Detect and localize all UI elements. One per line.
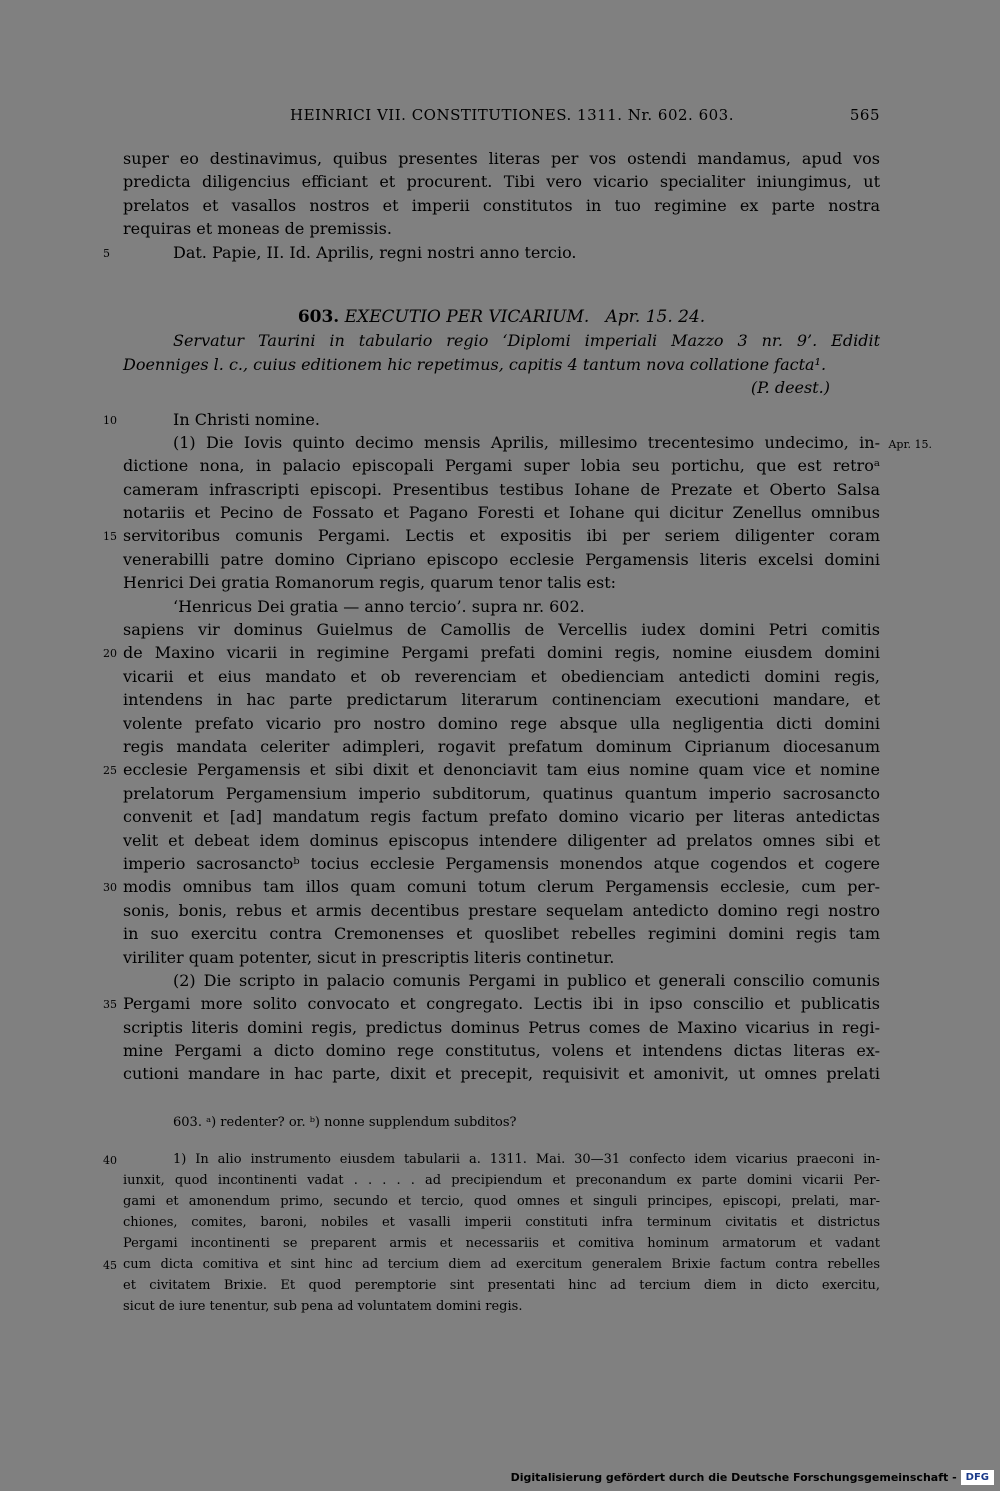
footnote-line bbox=[123, 1170, 880, 1191]
text-line bbox=[123, 548, 880, 571]
text-line bbox=[123, 899, 880, 922]
credit-text: Digitalisierung gefördert durch die Deutsche Forschungsgemeinschaft - bbox=[510, 1471, 957, 1484]
line-number: 15 bbox=[103, 530, 117, 544]
line-text: iunxit, quod incontinenti vadat . . . . . ad precipiendum et preconandum ex parte domini vicarii Per- bbox=[123, 1173, 880, 1189]
text-line bbox=[123, 735, 880, 758]
line-text: in suo exercitu contra Cremonenses et quoslibet rebelles regimini domini regis tam bbox=[123, 924, 880, 944]
page-number: 565 bbox=[849, 106, 880, 124]
text-line bbox=[123, 969, 880, 992]
line-number: 45 bbox=[103, 1259, 117, 1273]
footnote-line bbox=[103, 1254, 880, 1275]
source-line-2: Doenniges l. c., cuius editionem hic repetimus, capitis 4 tantum nova collatione facta¹. bbox=[123, 354, 827, 374]
text-line bbox=[123, 501, 880, 524]
line-text: gami et amonendum primo, secundo et tercio, quod omnes et singuli principes, episcopi, prelati, mar- bbox=[123, 1194, 880, 1210]
line-text: Dat. Papie, II. Id. Aprilis, regni nostri anno tercio. bbox=[173, 242, 577, 262]
line-text: de Maxino vicarii in regimine Pergami prefati domini regis, nomine eiusdem domini bbox=[123, 643, 880, 663]
text-line bbox=[123, 946, 880, 969]
footnote-line bbox=[123, 1296, 880, 1317]
document-heading bbox=[123, 306, 880, 329]
line-text: mine Pergami a dicto domino rege constitutus, volens et intendens dictas literas ex- bbox=[123, 1041, 880, 1061]
footnotes bbox=[103, 1149, 880, 1317]
footnote-line bbox=[123, 1233, 880, 1254]
line-text: ecclesie Pergamensis et sibi dixit et denonciavit tam eius nomine quam vice et nomine bbox=[123, 760, 880, 780]
line-text: servitoribus comunis Pergami. Lectis et expositis ibi per seriem diligenter coram bbox=[123, 526, 880, 546]
line-text: chiones, comites, baroni, nobiles et vasalli imperii constituti infra terminum civitatis et districtus bbox=[123, 1215, 880, 1231]
intro-line bbox=[103, 241, 880, 264]
intro-line bbox=[123, 147, 880, 170]
line-text: intendens in hac parte predictarum literarum continenciam executioni mandare, et bbox=[123, 690, 880, 710]
line-text: prelatos et vasallos nostros et imperii constitutos in tuo regimine ex parte nostra bbox=[123, 195, 880, 215]
text-line bbox=[123, 595, 880, 618]
document-number: 603. bbox=[297, 306, 340, 327]
line-text: 1) In alio instrumento eiusdem tabularii a. 1311. Mai. 30—31 confecto idem vicarius praeconi in- bbox=[173, 1152, 880, 1168]
edition-note: (P. deest.) bbox=[750, 378, 830, 398]
line-text: sicut de iure tenentur, sub pena ad voluntatem domini regis. bbox=[123, 1299, 523, 1315]
line-text: velit et debeat idem dominus episcopus intendere diligenter ad prelatos omnes sibi et bbox=[123, 830, 880, 850]
line-text: modis omnibus tam illos quam comuni totum clerum Pergamensis ecclesie, cum per- bbox=[123, 877, 880, 897]
line-number: 35 bbox=[103, 998, 117, 1012]
line-text: (2) Die scripto in palacio comunis Pergami in publico et generali conscilio comunis bbox=[173, 970, 880, 990]
previous-document-ending bbox=[103, 147, 880, 264]
text-line bbox=[103, 758, 880, 781]
text-line bbox=[123, 712, 880, 735]
line-text: requiras et moneas de premissis. bbox=[123, 219, 392, 239]
text-line bbox=[123, 922, 880, 945]
line-text: imperio sacrosanctoᵇ tocius ecclesie Pergamensis monendos atque cogendos et cogere bbox=[123, 853, 880, 873]
text-line bbox=[123, 618, 880, 641]
text-line bbox=[123, 478, 880, 501]
footnote-line bbox=[103, 1149, 880, 1170]
text-line bbox=[123, 571, 880, 594]
line-text: predicta diligencius efficiant et procurent. Tibi vero vicario specialiter iniungimus, ut bbox=[123, 172, 880, 192]
intro-line bbox=[123, 217, 880, 240]
running-title: HEINRICI VII. CONSTITUTIONES. 1311. Nr. 602. 603. bbox=[290, 106, 734, 124]
text-line bbox=[103, 875, 880, 898]
line-number: 25 bbox=[103, 764, 117, 778]
line-text: notariis et Pecino de Fossato et Pagano Foresti et Iohane qui dicitur Zenellus omnibus bbox=[123, 503, 880, 523]
document-date: Apr. 15. 24. bbox=[605, 306, 706, 327]
line-text: prelatorum Pergamensium imperio subditorum, quatinus quantum imperio sacrosancto bbox=[123, 783, 880, 803]
line-text: convenit et [ad] mandatum regis factum prefato domino vicario per literas antedictas bbox=[123, 807, 880, 827]
document-title: EXECUTIO PER VICARIUM. bbox=[344, 306, 590, 327]
text-line bbox=[123, 454, 880, 477]
line-text: sapiens vir dominus Guielmus de Camollis de Vercellis iudex domini Petri comitis bbox=[123, 620, 880, 640]
text-line bbox=[123, 782, 880, 805]
margin-date: Apr. 15. bbox=[888, 437, 932, 451]
line-text: et civitatem Brixie. Et quod peremptorie sint presentati hinc ad tercium diem in dicto exercitu, bbox=[123, 1278, 880, 1294]
text-line bbox=[123, 805, 880, 828]
line-number: 10 bbox=[103, 413, 117, 427]
line-text: scriptis literis domini regis, predictus dominus Petrus comes de Maxino vicarius in regi- bbox=[123, 1017, 880, 1037]
line-text: (1) Die Iovis quinto decimo mensis Aprilis, millesimo trecentesimo undecimo, in- bbox=[173, 432, 880, 452]
line-text: vicarii et eius mandato et ob reverenciam et obedienciam antedicti domini regis, bbox=[123, 666, 880, 686]
dfg-logo: DFG bbox=[961, 1470, 994, 1485]
line-text: dictione nona, in palacio episcopali Pergami super lobia seu portichu, que est retroᵃ bbox=[123, 456, 880, 476]
line-text: sonis, bonis, rebus et armis decentibus prestare sequelam antedicto domino regi nostro bbox=[123, 900, 880, 920]
line-text: ‘Henricus Dei gratia — anno tercio’. supra nr. 602. bbox=[173, 596, 585, 616]
text-line bbox=[123, 1062, 880, 1085]
text-line bbox=[123, 665, 880, 688]
footnote-line bbox=[123, 1212, 880, 1233]
text-line bbox=[123, 431, 932, 454]
text-line bbox=[123, 688, 880, 711]
running-header bbox=[290, 106, 880, 124]
line-text: super eo destinavimus, quibus presentes literas per vos ostendi mandamus, apud vos bbox=[123, 149, 880, 168]
digitization-credit bbox=[511, 1470, 994, 1485]
intro-line bbox=[123, 194, 880, 217]
text-line bbox=[103, 992, 880, 1015]
line-text: volente prefato vicario pro nostro domino rege absque ulla negligentia dicti domini bbox=[123, 713, 880, 733]
line-number: 40 bbox=[103, 1154, 117, 1168]
line-text: viriliter quam potenter, sicut in prescriptis literis continetur. bbox=[123, 947, 615, 967]
variant-notes: 603. ᵃ) redenter? or. ᵇ) nonne supplendum subditos? bbox=[173, 1114, 517, 1130]
line-text: regis mandata celeriter adimpleri, rogavit prefatum dominum Ciprianum diocesanum bbox=[123, 736, 880, 756]
line-text: venerabilli patre domino Cipriano episcopo ecclesie Pergamensis literis excelsi domini bbox=[123, 549, 880, 569]
line-text: Pergami more solito convocato et congregato. Lectis ibi in ipso conscilio et publicatis bbox=[123, 994, 880, 1014]
footnote-line bbox=[123, 1191, 880, 1212]
text-line bbox=[123, 1039, 880, 1062]
line-number: 20 bbox=[103, 647, 117, 661]
line-text: cameram infrascripti episcopi. Presentibus testibus Iohane de Prezate et Oberto Salsa bbox=[123, 479, 880, 499]
text-line bbox=[123, 852, 880, 875]
text-line bbox=[103, 524, 880, 547]
text-line bbox=[103, 641, 880, 664]
document-text bbox=[103, 408, 932, 1086]
line-text: In Christi nomine. bbox=[173, 409, 320, 429]
page-body bbox=[103, 147, 932, 1317]
text-line bbox=[123, 829, 880, 852]
line-text: cum dicta comitiva et sint hinc ad tercium diem ad exercitum generalem Brixie factum contra rebelles bbox=[123, 1257, 880, 1273]
intro-line bbox=[123, 170, 880, 193]
line-number: 5 bbox=[103, 246, 110, 260]
line-text: Henrici Dei gratia Romanorum regis, quarum tenor talis est: bbox=[123, 573, 617, 593]
line-number: 30 bbox=[103, 881, 117, 895]
text-line bbox=[123, 1016, 880, 1039]
text-line bbox=[103, 408, 880, 431]
footnote-line bbox=[123, 1275, 880, 1296]
line-text: Pergami incontinenti se preparent armis et necessariis et comitiva hominum armatorum et vadant bbox=[123, 1236, 880, 1252]
source-line-1: Servatur Taurini in tabulario regio ‘Diplomi imperiali Mazzo 3 nr. 9’. Edidit bbox=[173, 331, 880, 351]
line-text: cutioni mandare in hac parte, dixit et precepit, requisivit et amonivit, ut omnes prelati bbox=[123, 1064, 880, 1084]
